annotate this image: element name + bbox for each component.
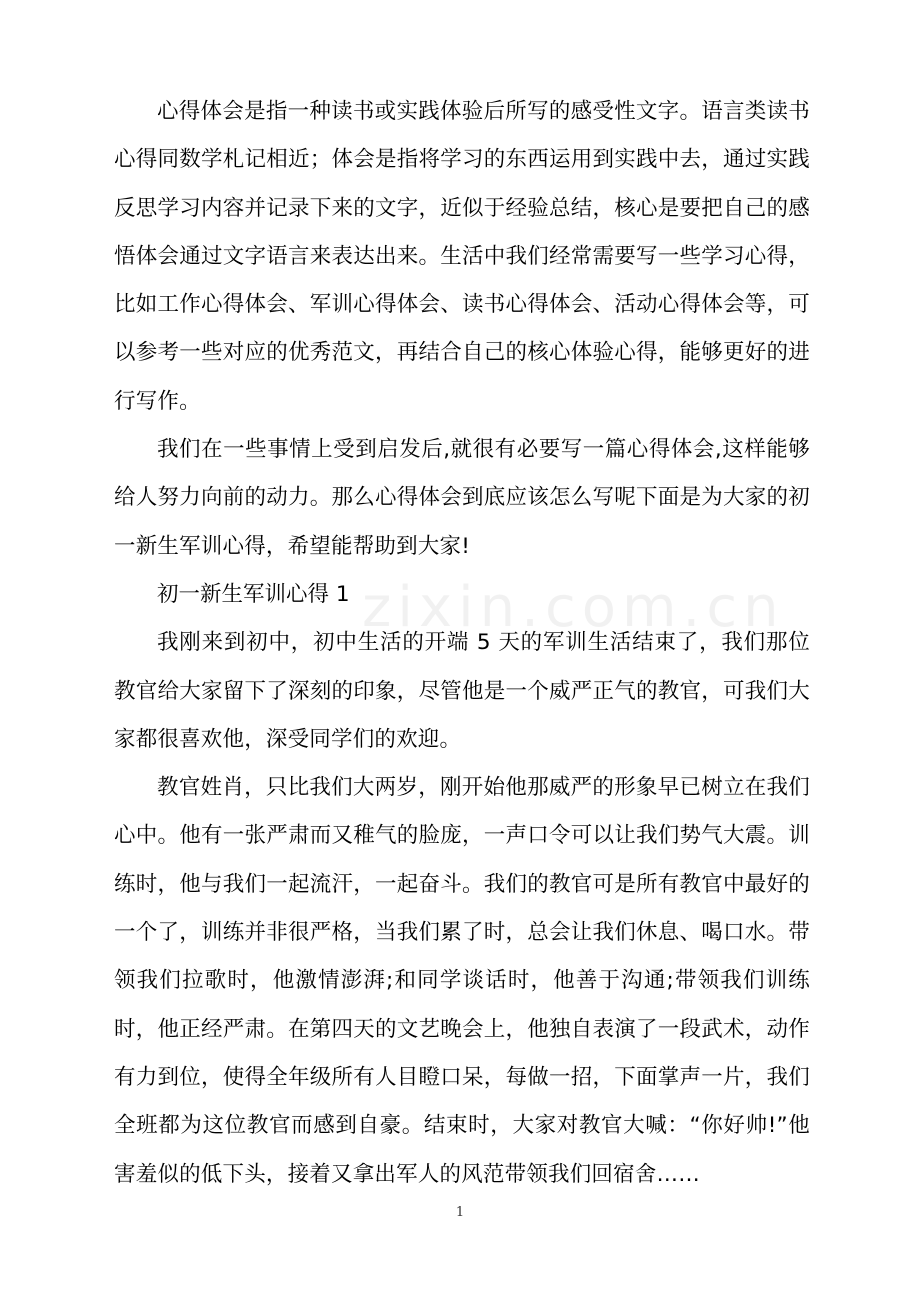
body-paragraph-1: 我刚来到初中，初中生活的开端 5 天的军训生活结束了，我们那位教官给大家留下了深刻的印象，尽管他是一个威严正气的教官，可我们大家都很喜欢他，深受同学们的欢迎。	[114, 630, 810, 752]
intro-paragraph-2: 我们在一些事情上受到启发后,就很有必要写一篇心得体会,这样能够给人努力向前的动力。那么心得体会到底应该怎么写呢下面是为大家的初一新生军训心得，希望能帮助到大家!	[114, 437, 810, 559]
watermark: zixin.com.cn	[362, 575, 785, 640]
body-paragraph-2: 教官姓肖，只比我们大两岁，刚开始他那威严的形象早已树立在我们心中。他有一张严肃而又稚气的脸庞，一声口令可以让我们势气大震。训练时，他与我们一起流汗，一起奋斗。我们的教官可是所有教官中最好的一个了，训练并非很严格，当我们累了时，总会让我们休息、喝口水。带领我们拉歌时，他激情澎湃;和同学谈话时，他善于沟通;带领我们训练时，他正经严肃。在第四天的文艺晚会上，他独自表演了一段武术，动作有力到位，使得全年级所有人目瞪口呆，每做一招，下面掌声一片，我们全班都为这位教官而感到自豪。结束时，大家对教官大喊：“你好帅!”他害羞似的低下头，接着又拿出军人的风范带领我们回宿舍……	[114, 775, 810, 1187]
section-heading: 初一新生军训心得 1	[157, 581, 350, 607]
document-body	[114, 88, 810, 1199]
intro-paragraph-1: 心得体会是指一种读书或实践体验后所写的感受性文字。语言类读书心得同数学札记相近；体会是指将学习的东西运用到实践中去，通过实践反思学习内容并记录下来的文字，近似于经验总结，核心是要把自己的感悟体会通过文字语言来表达出来。生活中我们经常需要写一些学习心得，比如工作心得体会、军训心得体会、读书心得体会、活动心得体会等，可以参考一些对应的优秀范文，再结合自己的核心体验心得，能够更好的进行写作。	[114, 99, 810, 414]
page-number: 1	[455, 1205, 465, 1220]
